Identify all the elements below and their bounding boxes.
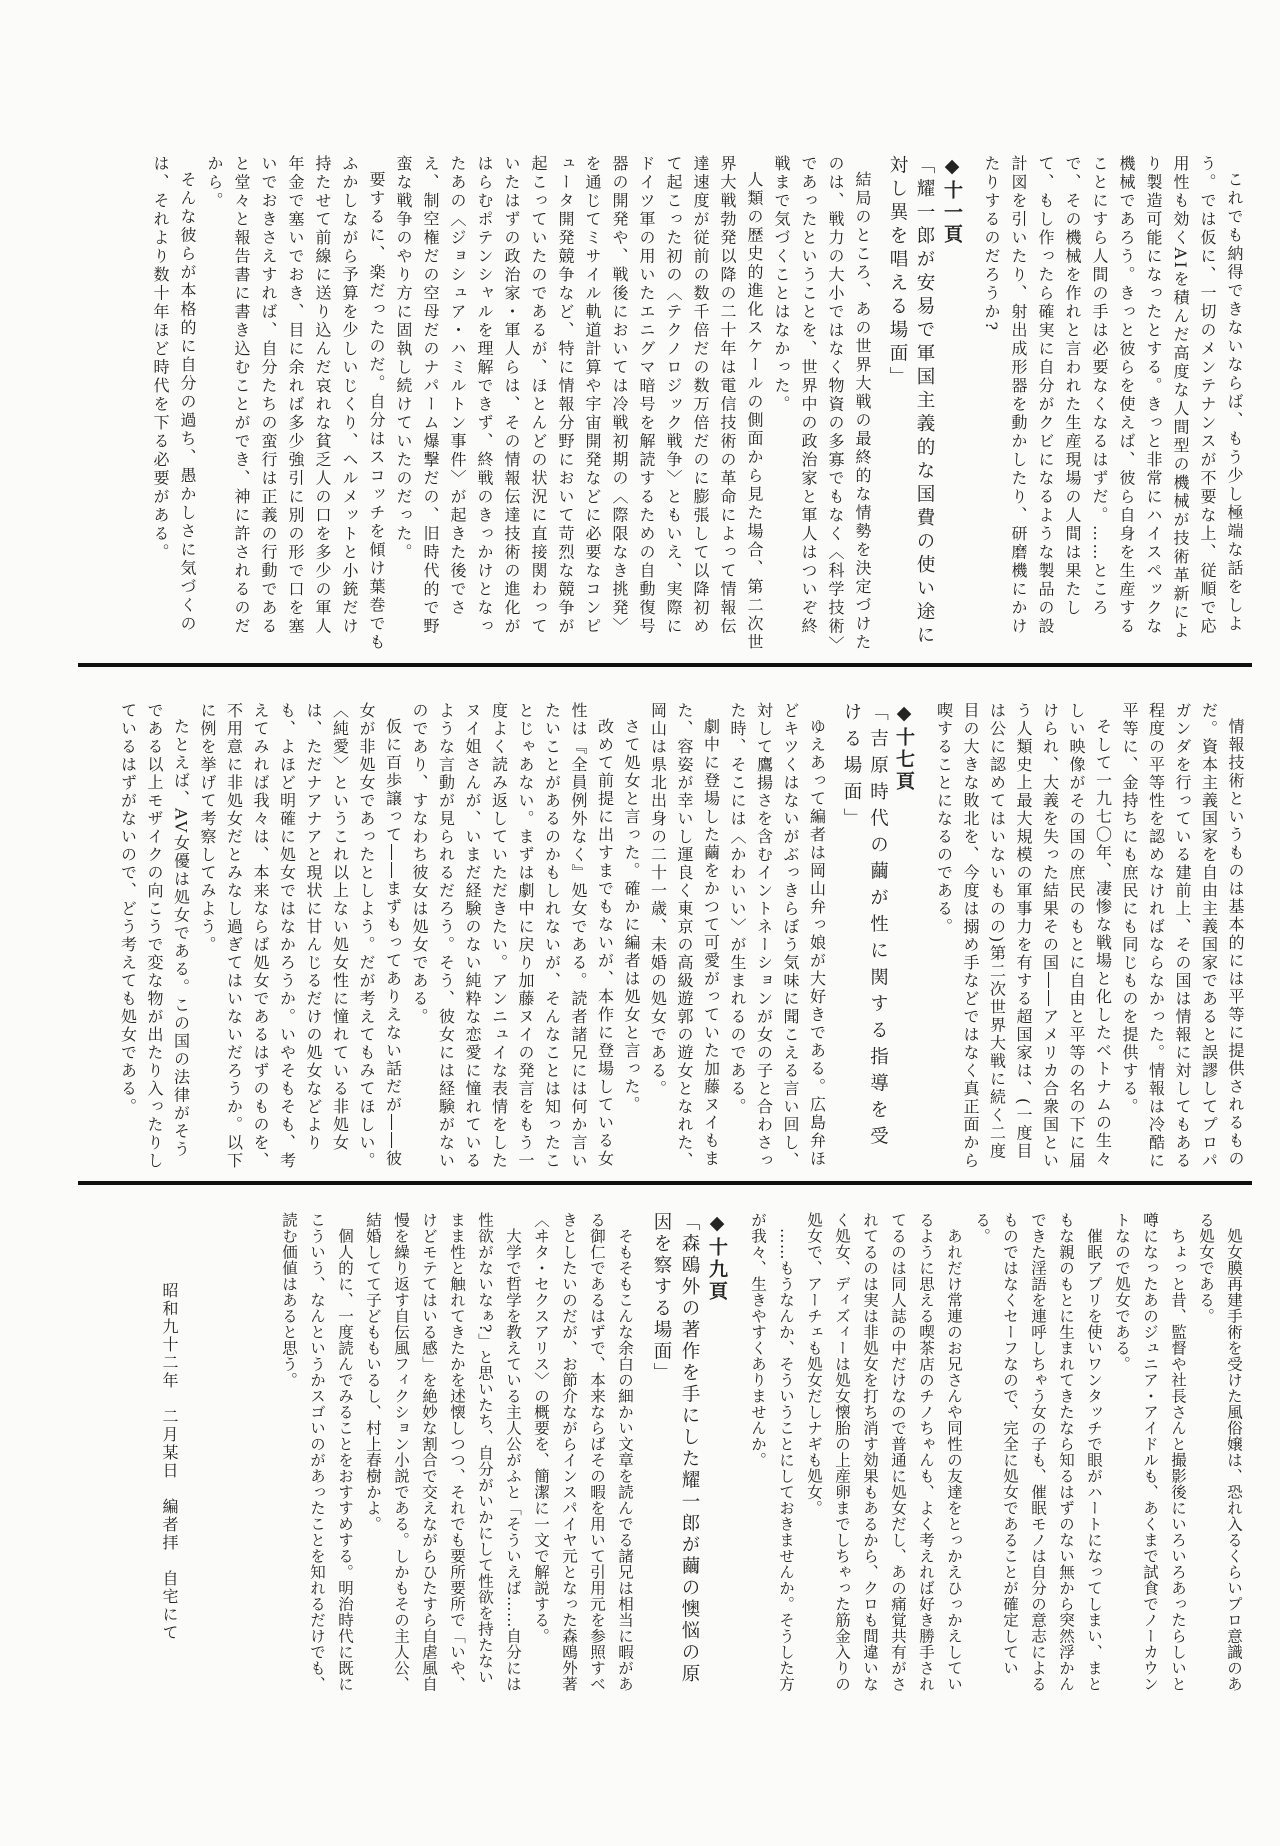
page-ref: 十九頁 <box>706 1237 728 1303</box>
body-paragraph: 要するに、楽だったのだ。自分はスコッチを傾け葉巻でもふかしながら予算を少しいじくり、ヘルメットと小銃だけ持たせて前線に送り込んだ哀れな貧乏人の口を多少の軍人年金で塞いでおき、目に余れば多少強引に別の形で口を塞いでおきさえすれば、自分たちの蛮行は正義の行動であると堂々と報告書に書き込むことができ、神に許されるのだから。 <box>205 155 386 652</box>
page-ref: 十七頁 <box>893 727 915 793</box>
scene-title-p11: 「耀一郎が安易で軍国主義的な国費の使い途に対し異を唱える場面」 <box>887 155 935 649</box>
section-heading-p17 <box>891 702 918 1172</box>
text-band-3 <box>275 1212 1248 1694</box>
text-band-1 <box>147 155 1248 653</box>
scene-title-p17: 「吉原時代の繭が性に関する指導を受ける場面」 <box>841 702 889 1153</box>
body-paragraph: 人類の歴史的進化スケールの側面から見た場合、第二次世界大戦勃発以降の二十年は電信技術の革命によって情報伝達速度が従前の数千倍だの数万倍だのに膨張して以降初めて起こった初の〈テクノロジック戦争〉ともいえ、実際にドイツ軍の用いたエニグマ暗号を解読するための自動復号器の開発や、戦後においては冷戦初期の〈際限なき挑発〉を通じてミサイル軌道計算や宇宙開発などに必要なコンピュータ開発競争など、特に情報分野において苛烈な競争が起こっていたのであるが、ほとんどの状況に直接関わっていたはずの政治家・軍人らは、その情報伝達技術の進化がはらむポテンシャルを理解できず、終戦のきっかけとなったあの〈ジョシュア・ハミルトン事件〉が起きた後でさえ、制空権だの空母だのナパーム爆撃だの、旧時代的で野蛮な戦争のやり方に固執し続けていたのだった。 <box>394 155 764 652</box>
continuation-paragraph: そして一九七〇年、凄惨な戦場と化したベトナムの生々しい映像がその国の庶民のもとに自由と平等の名の下に届けられ、大義を失った結果その国――アメリカ合衆国という人類史上最大規模の軍事力を有する超国家は、(一度目は公に認めてはいないものの)第二次世界大戦に続く二度目の大きな敗北を、今度は搦め手などではなく真正面から喫することになるのである。 <box>934 702 1113 1170</box>
diamond-marker-icon: ◆ <box>893 702 915 727</box>
continuation-paragraph: 情報技術というものは基本的には平等に提供されるものだ。資本主義国家を自由主義国家であると誤謬してプロパガンダを行っている建前上、その国は情報に対してもある程度の平等性を認めなければならなかった。情報は冷酷に平等に、金持ちにも庶民にも同じものを提供する。 <box>1120 702 1245 1170</box>
colophon-date: 昭和九十二年 二月某日 編者拝 自宅にて <box>160 1282 179 1642</box>
body-paragraph: 大学で哲学を教えている主人公がふと「そういえば……自分には性欲がないなぁ?」と思いたち、自分がいかにして性欲を持たないまま性と触れてきたかを述懐しつつ、それでも要所要所で「いや、けどモテてはいる感」を絶妙な割合で交えながらひたすら自虐風自慢を繰り返す自伝風フィクション小説である。しかもその主人公、結婚してて子どももいるし、村上春樹かよ。 <box>364 1212 522 1692</box>
body-paragraph: たとえば、AV女優は処女である。この国の法律がそうである以上モザイクの向こうで変な物が出たり入ったりしているはずがないので、どう考えても処女である。 <box>118 702 191 1170</box>
body-paragraph: さて処女と言った。確かに編者は処女と言った。 <box>622 718 641 1114</box>
section-heading-p19 <box>703 1212 731 1694</box>
body-paragraph: 劇中に登場した繭をかつて可愛がっていた加藤ヌイもまた、容姿が幸いし運良く東京の高級遊郭の遊女となれた、岡山は県北出身の二十一歳、未婚の処女である。 <box>648 702 721 1170</box>
continuation-paragraph: 処女膜再建手術を受けた風俗嬢は、恐れ入るくらいプロ意識のある処女である。 <box>1197 1212 1243 1692</box>
diamond-marker-icon: ◆ <box>706 1212 728 1237</box>
continuation-paragraph: 催眠アプリを使いワンタッチで眼がハートになってしまい、まともな親のもとに生まれてきたなら知るはずのない無から突然浮かんできた淫語を連呼しちゃう女の子も、催眠モノは自分の意志によるものではなくセーフなので、完全に処女であることが確定している。 <box>973 1212 1103 1692</box>
horizontal-rule-2 <box>78 1181 1252 1185</box>
page-ref: 十一頁 <box>941 180 963 246</box>
text-band-2 <box>114 702 1248 1172</box>
body-paragraph: ゆえあって編者は岡山弁っ娘が大好きである。広島弁ほどキツくはないがぶっきらぼう気味に聞こえる言い回し、対して鷹揚さを含むイントネーションが女の子と合わさった時、そこには〈かわいい〉が生まれるのである。 <box>728 702 827 1170</box>
section-heading-p11 <box>938 155 965 653</box>
body-paragraph: 仮に百歩譲って――まずもってありえない話だが――彼女が非処女であったとしよう。だが考えてもみてほしい。〈純愛〉というこれ以上ない処女性に憧れている非処女は、ただナアナアと現状に甘んじるだけの処女などよりも、よほど明確に処女ではなかろうか。いやそもそも、考えてみれば我々は、本来ならば処女であるはずのものを、不用意に非処女だとみなし過ぎてはいないだろうか。以下に例を挙げて考察してみよう。 <box>198 702 403 1170</box>
body-paragraph: そんな彼らが本格的に自分の過ち、愚かしさに気づくのは、それより数十年ほど時代を下る必要がある。 <box>151 155 197 634</box>
body-paragraph: 結局のところ、あの世界大戦の最終的な情勢を決定づけたのは、戦力の大小ではなく物資の多寡でもなく〈科学技術〉であったということを、世界中の政治家と軍人はついぞ終戦まで気づくことはなかった。 <box>772 155 872 652</box>
horizontal-rule-1 <box>78 663 1252 667</box>
body-paragraph: 個人的に、一度読んでみることをおすすめする。明治時代に既にこういう、なんというかスゴいのがあったことを知れるだけでも、読む価値はあると思う。 <box>280 1212 354 1692</box>
scene-title-p19: 「森鴎外の著作を手にした耀一郎が繭の懊悩の原因を察する場面」 <box>651 1212 700 1685</box>
body-paragraph: そもそもこんな余白の細かい文章を読んでる諸兄は相当に暇がある御仁であるはずで、本来ならばその暇を用いて引用元を参照すべきとしたいのだが、お節介ながらインスパイヤ元となった森鴎外著〈ヰタ・セクスアリス〉の概要を、簡潔に一文で解説する。 <box>532 1212 634 1692</box>
continuation-paragraph: ……もうなんか、そういうことにしておきませんか。そうした方が我々、生きやすくありませんか。 <box>749 1212 795 1692</box>
diamond-marker-icon: ◆ <box>941 155 963 180</box>
body-paragraph: 改めて前提に出すまでもないが、本作に登場している女性は『全員例外なく』処女である。読者諸兄には何か言いたいことがあるのかもしれないが、そんなことは知ったことじゃあない。まずは劇中に戻り加藤ヌイの発言をもう一度よく読み返していただきたい。アンニュイな表情をしたヌイ姐さんが、いまだ経験のない純粋な恋愛に憧れているような言動が見られるだろう。そう、彼女には経験がないのであり、すなわち彼女は処女である。 <box>410 702 615 1170</box>
continuation-paragraph: あれだけ常連のお兄さんや同性の友達をとっかえひっかえしているように思える喫茶店のチノちゃんも、よく考えれば好き勝手されてるのは同人誌の中だけなので普通に処女だし、あの痛覚共有がされてるのは実は非処女を打ち消す効果もあるから、クロも間違いなく処女、ディズィーは処女懐胎の上産卵までしちゃった筋金入りの処女で、アーチェも処女だしナギも処女。 <box>805 1212 963 1692</box>
continuation-paragraph: これでも納得できないならば、もう少し極端な話をしよう。では仮に、一切のメンテナンスが不要な上、従順で応用性も効くAIを積んだ高度な人間型の機械が技術革新により製造可能になったとする。きっと非常にハイスペックな機械であろう。きっと彼らを使えば、彼ら自身を生産することにすら人間の手は必要なくなるはずだ。……ところで、その機械を作れと言われた生産現場の人間は果たして、もし作ったら確実に自分がクビになるような製品の設計図を引いたり、射出成形器を動かしたり、研磨機にかけたりするのだろうか? <box>982 155 1244 641</box>
continuation-paragraph: ちょっと昔、監督や社長さんと撮影後にいろいろあったらしいと噂になったあのジュニア・アイドルも、あくまで試食でノーカウントなので処女である。 <box>1113 1212 1187 1692</box>
